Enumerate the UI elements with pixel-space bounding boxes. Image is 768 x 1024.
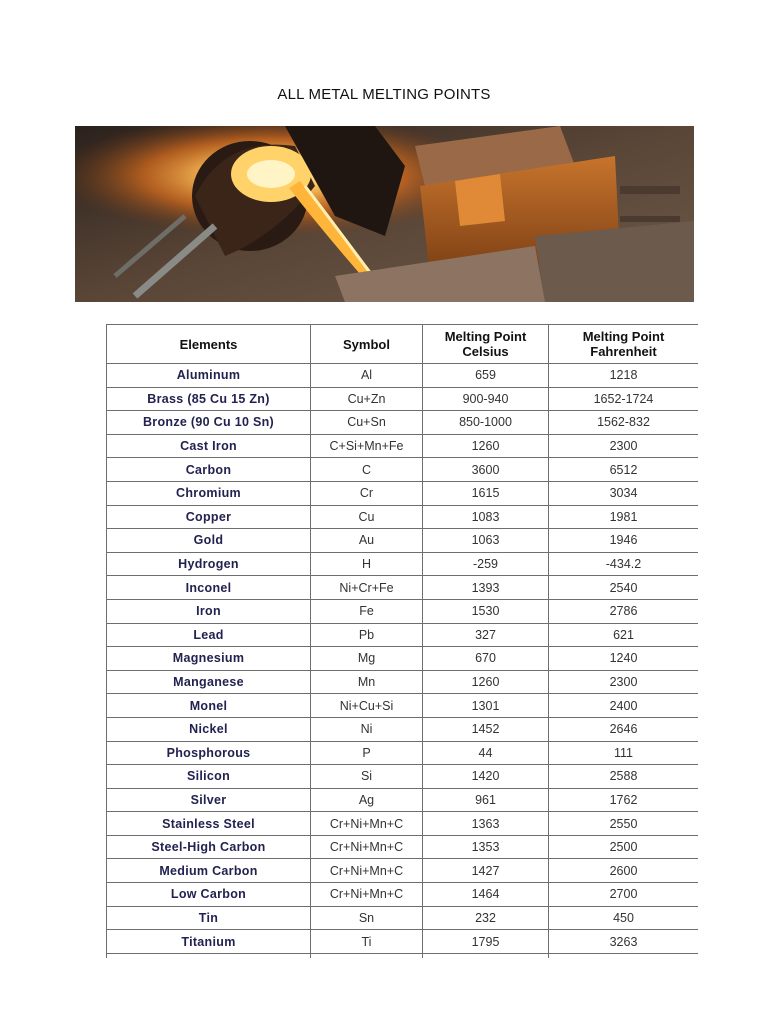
table-row — [107, 835, 699, 859]
melting-point-celsius: 232 — [423, 906, 549, 930]
melting-point-celsius: 850-1000 — [423, 411, 549, 435]
melting-points-table — [106, 324, 698, 958]
element-name: Lead — [107, 623, 311, 647]
table-row — [107, 788, 699, 812]
element-name: Bronze (90 Cu 10 Sn) — [107, 411, 311, 435]
melting-point-celsius: 961 — [423, 788, 549, 812]
melting-point-celsius: 327 — [423, 623, 549, 647]
element-name: Silicon — [107, 765, 311, 789]
element-name: Carbon — [107, 458, 311, 482]
melting-point-celsius: 1363 — [423, 812, 549, 836]
header-fahrenheit: Melting Point Fahrenheit — [549, 325, 699, 364]
melting-point-fahrenheit: 2300 — [549, 434, 699, 458]
element-name: Copper — [107, 505, 311, 529]
melting-point-fahrenheit: 450 — [549, 906, 699, 930]
element-symbol: Cu+Zn — [311, 387, 423, 411]
melting-point-fahrenheit: 621 — [549, 623, 699, 647]
empty-cell — [311, 953, 423, 958]
table-row — [107, 812, 699, 836]
table-row — [107, 741, 699, 765]
element-name: Stainless Steel — [107, 812, 311, 836]
table-row — [107, 387, 699, 411]
table-row — [107, 599, 699, 623]
table-header-row — [107, 325, 699, 364]
melting-point-fahrenheit: 2600 — [549, 859, 699, 883]
element-name: Aluminum — [107, 364, 311, 388]
element-name: Magnesium — [107, 647, 311, 671]
table-row — [107, 647, 699, 671]
melting-point-celsius: 1083 — [423, 505, 549, 529]
melting-point-fahrenheit: 1762 — [549, 788, 699, 812]
melting-point-fahrenheit: 1946 — [549, 529, 699, 553]
melting-point-fahrenheit: 2500 — [549, 835, 699, 859]
melting-point-celsius: 1464 — [423, 883, 549, 907]
element-symbol: Au — [311, 529, 423, 553]
table-row — [107, 717, 699, 741]
table-row — [107, 434, 699, 458]
melting-point-fahrenheit: 2540 — [549, 576, 699, 600]
table-row — [107, 765, 699, 789]
element-name: Brass (85 Cu 15 Zn) — [107, 387, 311, 411]
melting-point-celsius: 1530 — [423, 599, 549, 623]
melting-points-table-wrap — [106, 324, 698, 958]
element-name: Titanium — [107, 930, 311, 954]
melting-point-celsius: 659 — [423, 364, 549, 388]
melting-point-fahrenheit: 2646 — [549, 717, 699, 741]
melting-point-fahrenheit: 1562-832 — [549, 411, 699, 435]
element-symbol: Fe — [311, 599, 423, 623]
element-symbol: Si — [311, 765, 423, 789]
element-symbol: C — [311, 458, 423, 482]
table-row — [107, 529, 699, 553]
element-symbol: Cr+Ni+Mn+C — [311, 812, 423, 836]
melting-point-celsius: -259 — [423, 552, 549, 576]
element-symbol: Ti — [311, 930, 423, 954]
element-name: Gold — [107, 529, 311, 553]
element-name: Nickel — [107, 717, 311, 741]
table-row — [107, 505, 699, 529]
melting-point-fahrenheit: 3263 — [549, 930, 699, 954]
melting-point-fahrenheit: 2786 — [549, 599, 699, 623]
element-symbol: Cu — [311, 505, 423, 529]
table-row — [107, 481, 699, 505]
element-name: Inconel — [107, 576, 311, 600]
melting-point-celsius: 1063 — [423, 529, 549, 553]
melting-point-fahrenheit: 111 — [549, 741, 699, 765]
melting-point-fahrenheit: 2300 — [549, 670, 699, 694]
melting-point-celsius: 1420 — [423, 765, 549, 789]
element-name: Low Carbon — [107, 883, 311, 907]
table-row — [107, 859, 699, 883]
melting-point-celsius: 1353 — [423, 835, 549, 859]
melting-point-fahrenheit: 6512 — [549, 458, 699, 482]
element-name: Phosphorous — [107, 741, 311, 765]
melting-point-fahrenheit: 3034 — [549, 481, 699, 505]
melting-point-celsius: 670 — [423, 647, 549, 671]
melting-point-fahrenheit: 1240 — [549, 647, 699, 671]
element-name: Hydrogen — [107, 552, 311, 576]
table-row — [107, 623, 699, 647]
melting-point-fahrenheit: 1981 — [549, 505, 699, 529]
melting-point-celsius: 1615 — [423, 481, 549, 505]
element-symbol: Cr — [311, 481, 423, 505]
table-row — [107, 576, 699, 600]
element-symbol: Mg — [311, 647, 423, 671]
header-celsius: Melting Point Celsius — [423, 325, 549, 364]
table-row — [107, 458, 699, 482]
element-symbol: Cr+Ni+Mn+C — [311, 883, 423, 907]
molten-metal-photo — [75, 126, 694, 302]
element-name: Chromium — [107, 481, 311, 505]
melting-point-fahrenheit: 2700 — [549, 883, 699, 907]
element-name: Cast Iron — [107, 434, 311, 458]
melting-point-celsius: 900-940 — [423, 387, 549, 411]
element-name: Tin — [107, 906, 311, 930]
melting-point-celsius: 1427 — [423, 859, 549, 883]
melting-point-celsius: 1795 — [423, 930, 549, 954]
melting-point-fahrenheit: 1652-1724 — [549, 387, 699, 411]
empty-cell — [107, 953, 311, 958]
header-symbol: Symbol — [311, 325, 423, 364]
melting-point-fahrenheit: 2588 — [549, 765, 699, 789]
table-row — [107, 883, 699, 907]
melting-point-celsius: 1393 — [423, 576, 549, 600]
element-symbol: Ni — [311, 717, 423, 741]
element-symbol: Cr+Ni+Mn+C — [311, 835, 423, 859]
melting-point-celsius: 44 — [423, 741, 549, 765]
melting-point-fahrenheit: 2550 — [549, 812, 699, 836]
element-symbol: Al — [311, 364, 423, 388]
melting-point-celsius: 1260 — [423, 670, 549, 694]
element-symbol: Ag — [311, 788, 423, 812]
empty-cell — [549, 953, 699, 958]
element-symbol: Ni+Cr+Fe — [311, 576, 423, 600]
element-name: Steel-High Carbon — [107, 835, 311, 859]
table-row — [107, 694, 699, 718]
element-name: Silver — [107, 788, 311, 812]
page-title: ALL METAL MELTING POINTS — [277, 86, 491, 103]
element-symbol: Sn — [311, 906, 423, 930]
element-name: Manganese — [107, 670, 311, 694]
table-row — [107, 906, 699, 930]
table-row — [107, 670, 699, 694]
element-symbol: H — [311, 552, 423, 576]
empty-cell — [423, 953, 549, 958]
element-symbol: Mn — [311, 670, 423, 694]
element-symbol: Pb — [311, 623, 423, 647]
table-body — [107, 364, 699, 959]
element-symbol: C+Si+Mn+Fe — [311, 434, 423, 458]
table-row — [107, 364, 699, 388]
melting-point-celsius: 1260 — [423, 434, 549, 458]
element-name: Medium Carbon — [107, 859, 311, 883]
melting-point-celsius: 1452 — [423, 717, 549, 741]
table-row — [107, 411, 699, 435]
melting-point-fahrenheit: -434.2 — [549, 552, 699, 576]
melting-point-fahrenheit: 2400 — [549, 694, 699, 718]
table-row — [107, 930, 699, 954]
header-elements: Elements — [107, 325, 311, 364]
element-symbol: Cu+Sn — [311, 411, 423, 435]
table-row-partial — [107, 953, 699, 958]
table-row — [107, 552, 699, 576]
melting-point-celsius: 1301 — [423, 694, 549, 718]
melting-point-fahrenheit: 1218 — [549, 364, 699, 388]
element-symbol: Ni+Cu+Si — [311, 694, 423, 718]
melting-point-celsius: 3600 — [423, 458, 549, 482]
element-name: Iron — [107, 599, 311, 623]
element-name: Monel — [107, 694, 311, 718]
element-symbol: P — [311, 741, 423, 765]
element-symbol: Cr+Ni+Mn+C — [311, 859, 423, 883]
